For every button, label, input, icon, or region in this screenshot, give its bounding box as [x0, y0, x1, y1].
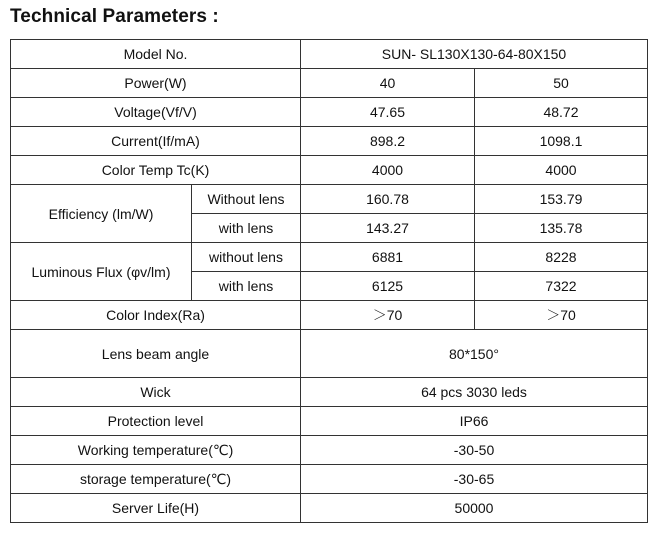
row-beam	[11, 330, 648, 378]
current-value-1: 898.2	[301, 127, 475, 156]
voltage-label: Voltage(Vf/V)	[11, 98, 301, 127]
power-value-2: 50	[475, 69, 648, 98]
storage-temp-label: storage temperature(℃)	[11, 465, 301, 494]
flux-with-value-1: 6125	[301, 272, 475, 301]
model-label: Model No.	[11, 40, 301, 69]
efficiency-without-value-1: 160.78	[301, 185, 475, 214]
row-storage-temp	[11, 465, 648, 494]
power-label: Power(W)	[11, 69, 301, 98]
row-color-temp	[11, 156, 648, 185]
color-temp-label: Color Temp Tc(K)	[11, 156, 301, 185]
row-current	[11, 127, 648, 156]
row-model	[11, 40, 648, 69]
current-label: Current(If/mA)	[11, 127, 301, 156]
color-temp-value-2: 4000	[475, 156, 648, 185]
row-voltage	[11, 98, 648, 127]
protection-value: IP66	[301, 407, 648, 436]
wick-label: Wick	[11, 378, 301, 407]
power-value-1: 40	[301, 69, 475, 98]
life-value: 50000	[301, 494, 648, 523]
row-working-temp	[11, 436, 648, 465]
efficiency-with-value-1: 143.27	[301, 214, 475, 243]
row-power	[11, 69, 648, 98]
current-value-2: 1098.1	[475, 127, 648, 156]
efficiency-label: Efficiency (lm/W)	[11, 185, 192, 243]
working-temp-value: -30-50	[301, 436, 648, 465]
beam-label: Lens beam angle	[11, 330, 301, 378]
page-title: Technical Parameters :	[10, 6, 219, 27]
efficiency-without-label: Without lens	[192, 185, 301, 214]
protection-label: Protection level	[11, 407, 301, 436]
cri-value-2: ＞70	[475, 301, 648, 330]
flux-with-value-2: 7322	[475, 272, 648, 301]
flux-without-value-2: 8228	[475, 243, 648, 272]
row-wick	[11, 378, 648, 407]
voltage-value-2: 48.72	[475, 98, 648, 127]
storage-temp-value: -30-65	[301, 465, 648, 494]
row-cri	[11, 301, 648, 330]
row-flux-without	[11, 243, 648, 272]
flux-label: Luminous Flux (φv/lm)	[11, 243, 192, 301]
flux-without-label: without lens	[192, 243, 301, 272]
efficiency-without-value-2: 153.79	[475, 185, 648, 214]
color-temp-value-1: 4000	[301, 156, 475, 185]
voltage-value-1: 47.65	[301, 98, 475, 127]
cri-value-1: ＞70	[301, 301, 475, 330]
model-value: SUN- SL130X130-64-80X150	[301, 40, 648, 69]
efficiency-with-label: with lens	[192, 214, 301, 243]
cri-label: Color Index(Ra)	[11, 301, 301, 330]
efficiency-with-value-2: 135.78	[475, 214, 648, 243]
row-life	[11, 494, 648, 523]
flux-without-value-1: 6881	[301, 243, 475, 272]
working-temp-label: Working temperature(℃)	[11, 436, 301, 465]
flux-with-label: with lens	[192, 272, 301, 301]
life-label: Server Life(H)	[11, 494, 301, 523]
beam-value: 80*150°	[301, 330, 648, 378]
technical-parameters-table	[10, 39, 648, 523]
wick-value: 64 pcs 3030 leds	[301, 378, 648, 407]
row-efficiency-without	[11, 185, 648, 214]
row-protection	[11, 407, 648, 436]
